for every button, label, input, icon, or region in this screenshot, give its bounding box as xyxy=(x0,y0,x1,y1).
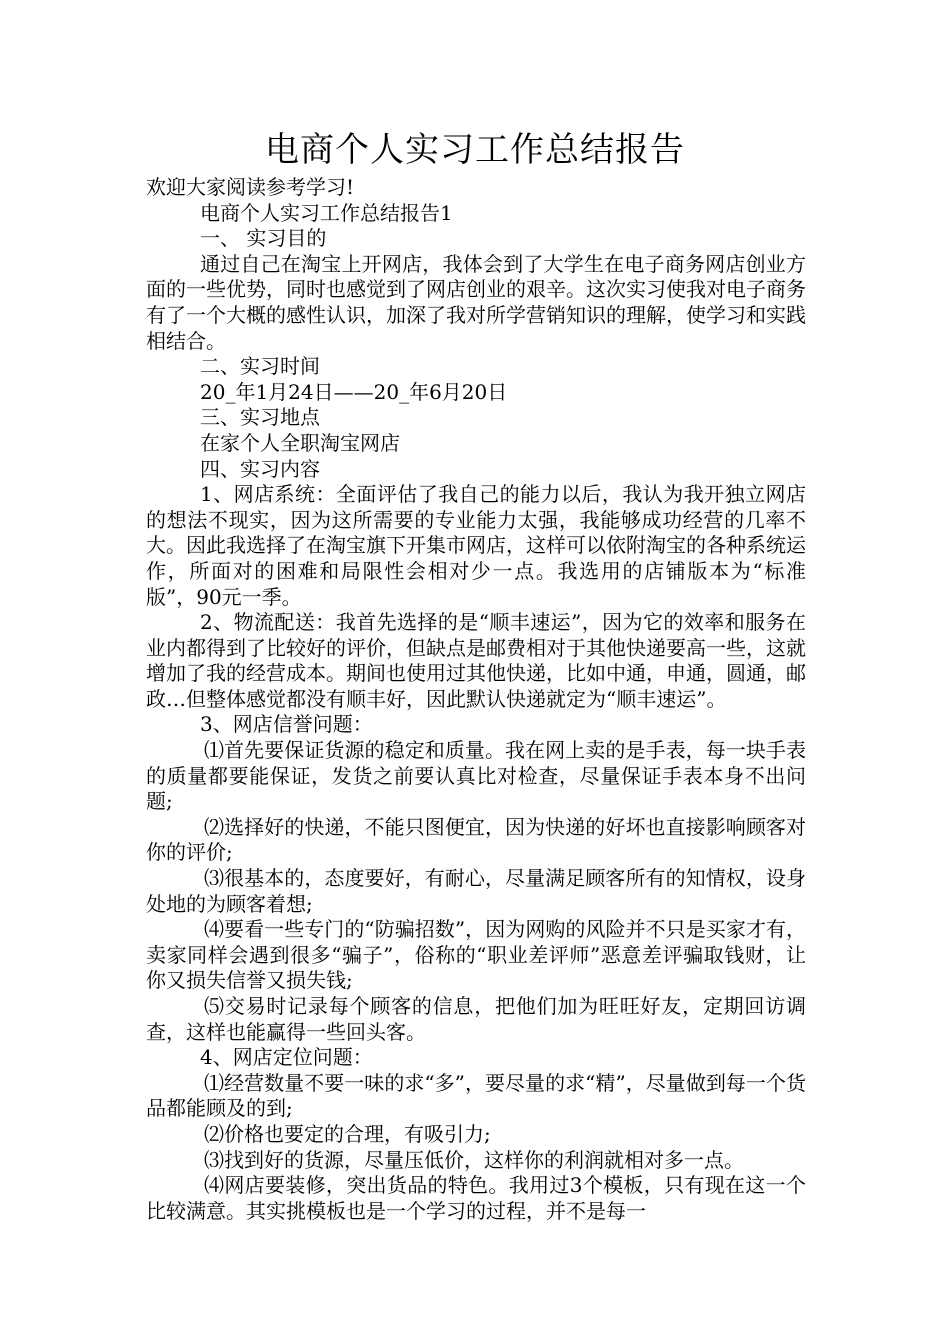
paragraph: ⑵选择好的快递，不能只图便宜，因为快递的好坏也直接影响顾客对你的评价; xyxy=(146,814,806,865)
paragraph: 一、 实习目的 xyxy=(200,226,327,251)
paragraph: ⑷网店要装修，突出货品的特色。我用过3个模板，只有现在这一个比较满意。其实挑模板也是一个学习的过程，并不是每一 xyxy=(146,1173,806,1223)
paragraph: 4、网店定位问题： xyxy=(200,1045,373,1070)
paragraph: 电商个人实习工作总结报告1 xyxy=(200,200,453,225)
paragraph: ⑵价格也要定的合理，有吸引力; xyxy=(204,1121,491,1146)
paragraph: ⑴经营数量不要一味的求“多”，要尽量的求“精”，尽量做到每一个货品都能顾及的到; xyxy=(146,1070,806,1121)
paragraph: 欢迎大家阅读参考学习! xyxy=(146,175,355,199)
paragraph: ⑴首先要保证货源的稳定和质量。我在网上卖的是手表，每一块手表的质量都要能保证，发货之前要认真比对检查，尽量保证手表本身不出问题; xyxy=(146,738,806,814)
paragraph: 在家个人全职淘宝网店 xyxy=(200,430,400,455)
paragraph: ⑸交易时记录每个顾客的信息，把他们加为旺旺好友，定期回访调查，这样也能赢得一些回头客。 xyxy=(146,994,806,1044)
document-title: 电商个人实习工作总结报告 xyxy=(265,130,685,170)
paragraph: 通过自己在淘宝上开网店，我体会到了大学生在电子商务网店创业方面的一些优势，同时也感觉到了网店创业的艰辛。这次实习使我对电子商务有了一个大概的感性认识，加深了我对所学营销知识的理解，使学习和实践相结合。 xyxy=(146,251,806,353)
paragraph: ⑷要看一些专门的“防骗招数”，因为网购的风险并不只是买家才有，卖家同样会遇到很多“骗子”，俗称的“职业差评师”恶意差评骗取钱财，让你又损失信誉又损失钱; xyxy=(146,917,806,993)
paragraph: 三、实习地点 xyxy=(200,405,320,430)
paragraph: ⑶很基本的，态度要好，有耐心，尽量满足顾客所有的知情权，设身处地的为顾客着想; xyxy=(146,866,806,916)
paragraph: 3、网店信誉问题： xyxy=(200,712,373,737)
paragraph: 四、实习内容 xyxy=(200,456,320,481)
paragraph: 20_年1月24日——20_年6月20日 xyxy=(200,379,508,404)
paragraph: ⑶找到好的货源，尽量压低价，这样你的利润就相对多一点。 xyxy=(204,1147,744,1172)
paragraph: 2、物流配送：我首先选择的是“顺丰速运”，因为它的效率和服务在业内都得到了比较好的评价，但缺点是邮费相对于其他快递要高一些，这就增加了我的经营成本。期间也使用过其他快递，比如中通，申通，圆通，邮政…但整体感觉都没有顺丰好，因此默认快递就定为“顺丰速运”。 xyxy=(146,610,806,711)
paragraph: 1、网店系统：全面评估了我自己的能力以后，我认为我开独立网店的想法不现实，因为这所需要的专业能力太强，我能够成功经营的几率不大。因此我选择了在淘宝旗下开集市网店，这样可以依附淘宝的各种系统运作，所面对的困难和局限性会相对少一点。我选用的店铺版本为“标准版”，90元一季。 xyxy=(146,482,806,609)
paragraph: 二、实习时间 xyxy=(200,354,320,379)
document-body xyxy=(146,175,806,1224)
